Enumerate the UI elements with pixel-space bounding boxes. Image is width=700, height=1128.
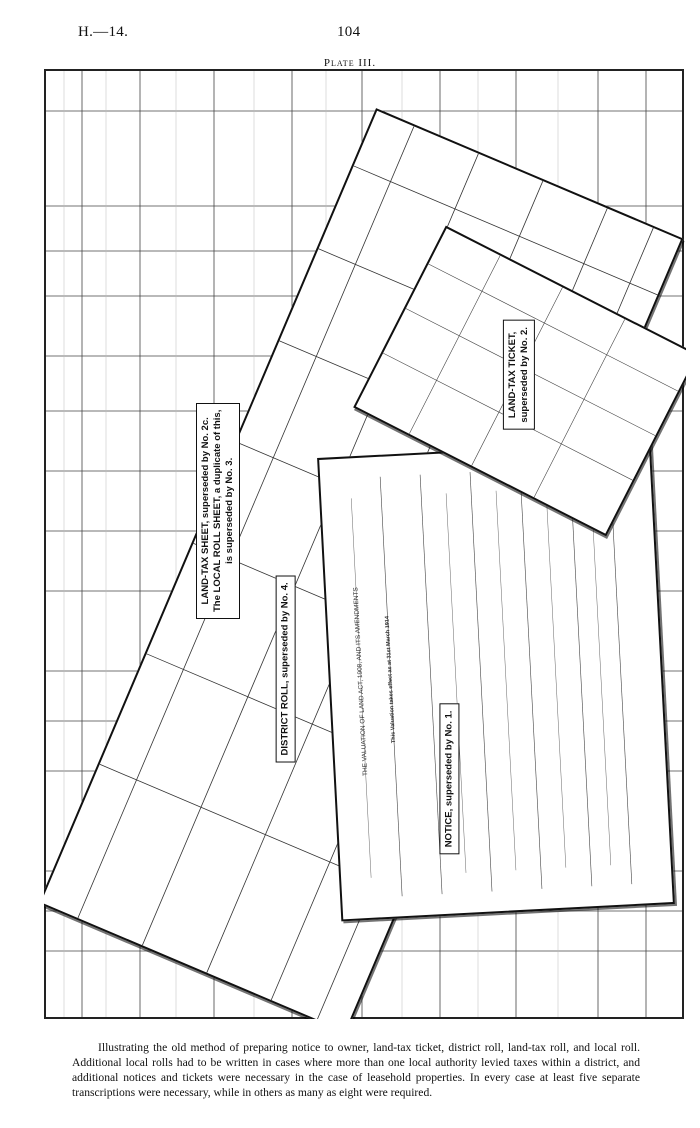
district-roll-label: DISTRICT ROLL, superseded by No. 4. (276, 575, 296, 762)
notice-form (317, 441, 675, 922)
notice-title-line: THE VALUATION OF LAND ACT, 1908, AND ITS AMENDMENTS (352, 587, 370, 777)
land-tax-ticket-label-line1: LAND-TAX TICKET, (506, 331, 518, 419)
plate-label: Plate III. (323, 57, 377, 69)
land-tax-ticket-label (503, 320, 535, 430)
running-header: H.—14. (78, 24, 129, 40)
notice-label: NOTICE, superseded by No. 1. (439, 704, 459, 855)
caption-text: Illustrating the old method of preparing notice to owner, land-tax ticket, district roll, land-tax roll, and local roll. Additional local rolls had to be written in cases where more than one local authority levied taxes within a district, and additional notices and tickets were necessary in the case of leasehold properties. In every case at least five separate transcriptions were necessary, while in others as many as eight were required. (72, 1041, 640, 1099)
land-tax-sheet-label (196, 403, 240, 619)
notice-valuation-line: This Valuation takes effect as at 31st March 1914 (384, 615, 398, 744)
page-number: 104 (337, 24, 361, 40)
land-tax-ticket-label-line2: superseded by No. 2. (518, 327, 530, 423)
figure-caption (72, 1040, 640, 1100)
land-tax-sheet-label-line2: The LOCAL ROLL SHEET, a duplicate of this, (211, 409, 223, 612)
land-tax-sheet-label-line3: is superseded by No. 3. (223, 457, 235, 564)
plate-figure (44, 69, 686, 1019)
land-tax-sheet-label-line1: LAND-TAX SHEET, superseded by No. 2c. (200, 417, 211, 605)
